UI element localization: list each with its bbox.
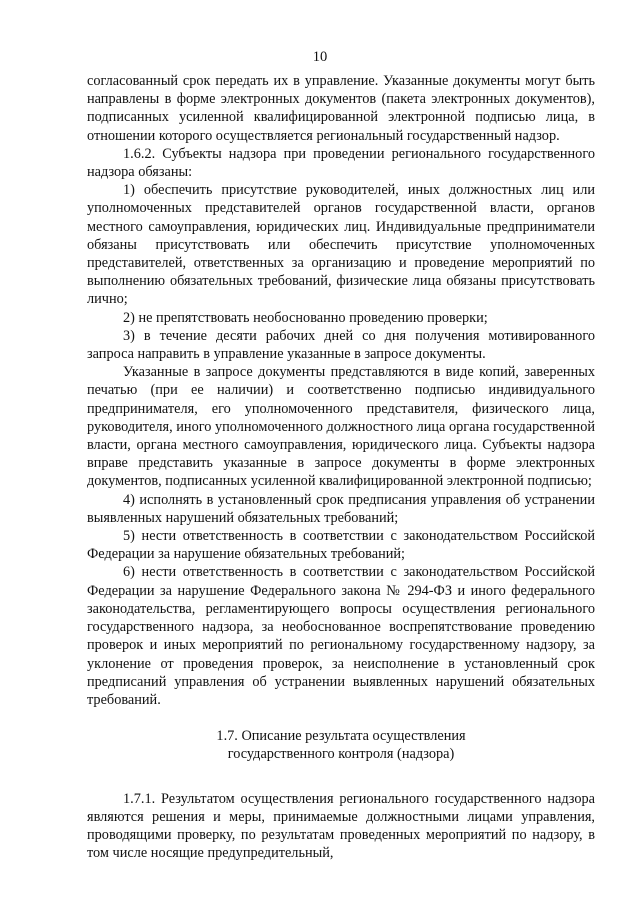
list-item-2: 2) не препятствовать необоснованно проведению проверки;: [123, 309, 488, 326]
list-item-5: 5) нести ответственность в соответствии с законодательством Российской Федерации за нарушение обязательных требований;: [87, 528, 595, 563]
list-item-3: 3) в течение десяти рабочих дней со дня получения мотивированного запроса направить в управление указанные в запросе документы.: [87, 327, 595, 363]
document-body: [87, 72, 595, 862]
documents-paragraph: Указанные в запросе документы представляются в виде копий, заверенных печатью (при ее наличии) и соответственно подписью индивидуального предпринимателя, его уполномоченного представителя, физического лица, руководителя, иного уполномоченного должностного лица органа государственной власти, органа местного самоуправления, юридического лица. Субъекты надзора вправе представить указанные в запросе документы в форме электронных документов, подписанных усиленной квалифицированной электронной подписью;: [87, 364, 595, 490]
list-item-4: 4) исполнять в установленный срок предписания управления об устранении выявленных нарушений обязательных требований;: [87, 491, 595, 526]
list-item-6: 6) нести ответственность в соответствии с законодательством Российской Федерации за нарушение Федерального закона № 294-ФЗ и иного федерального законодательства, регламентирующего вопросы осуществления регионального государственного надзора, за необоснованное воспрепятствование проведению проверок и иных мероприятий по региональному государственному надзору, за уклонение от проведения проверок, за неисполнение в установленный срок предписаний управления об устранении выявленных нарушений обязательных требований.: [87, 564, 595, 708]
paragraph-continuation: согласованный срок передать их в управление. Указанные документы могут быть направлены в форме электронных документов (пакета электронных документов), подписанных усиленной квалифицированной электронной подписью лица, в отношении которого осуществляется региональный государственный надзор.: [87, 73, 595, 144]
paragraph-1-6-2: 1.6.2. Субъекты надзора при проведении регионального государственного надзора обязаны:: [87, 145, 595, 181]
paragraph-1-7-1: 1.7.1. Результатом осуществления регионального государственного надзора являются решения и меры, принимаемые должностными лицами управления, проводящими проверку, по результатам проведенных мероприятий по надзору, в том числе носящие предупредительный,: [87, 790, 595, 862]
list-item-1: 1) обеспечить присутствие руководителей, иных должностных лиц или уполномоченных представителей органов государственной власти, органов местного самоуправления, юридических лиц. Индивидуальные предприниматели обязаны присутствовать или обеспечить присутствие уполномоченных представителей, ответственных за организацию и проведение мероприятий по выполнению обязательных требований, физические лица обязаны присутствовать лично;: [87, 182, 595, 308]
section-heading-line-1: 1.7. Описание результата осуществления: [216, 728, 466, 745]
page-number: 10: [312, 49, 328, 65]
section-heading-line-2: государственного контроля (надзора): [227, 746, 455, 763]
section-heading: [87, 727, 595, 763]
